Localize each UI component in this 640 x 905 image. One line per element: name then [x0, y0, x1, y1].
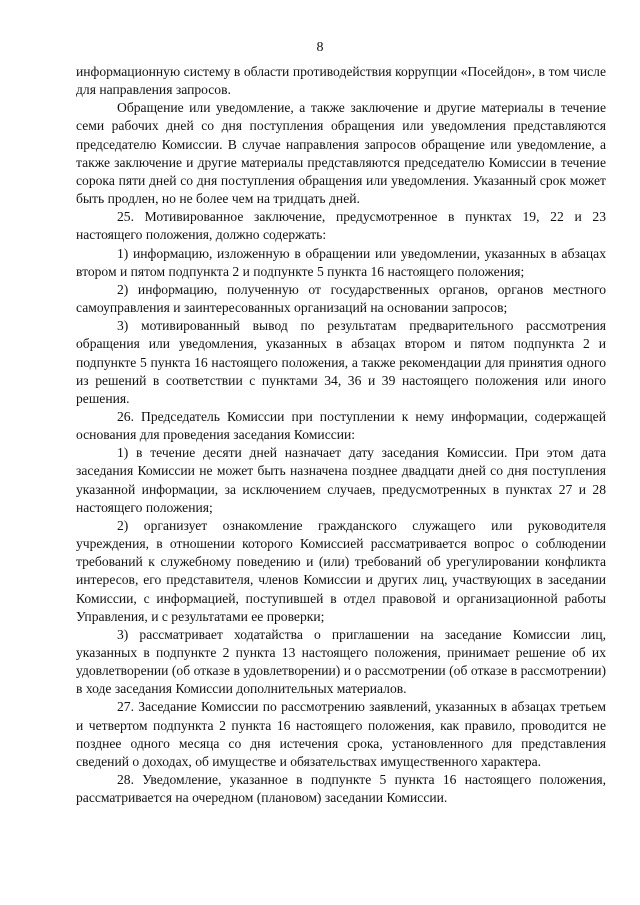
paragraph-26: 26. Председатель Комиссии при поступлении к нему информации, содержащей основания для проведения заседания Комиссии: [76, 408, 606, 443]
paragraph-materials-submission: Обращение или уведомление, а также заключение и другие материалы в течение семи рабочих дней со дня поступления обращения или уведомления представляются председателю Комиссии. В случае направления запросов обращение или уведомление, а также заключение и другие материалы представляются председателю Комиссии в течение сорока пяти дней со дня поступления обращения или уведомления. Указанный срок может быть продлен, но не более чем на тридцать дней. [76, 100, 606, 207]
document-body [76, 63, 606, 807]
paragraph-26-item-1: 1) в течение десяти дней назначает дату заседания Комиссии. При этом дата заседания Комиссии не может быть назначена позднее двадцати дней со дня поступления указанной информации, за исключением случаев, предусмотренных в пунктах 27 и 28 настоящего положения; [76, 445, 606, 515]
paragraph-continuation: информационную систему в области противодействия коррупции «Посейдон», в том числе для направления запросов. [76, 64, 606, 98]
paragraph-25-item-2: 2) информацию, полученную от государственных органов, органов местного самоуправления и заинтересованных организаций на основании запросов; [76, 281, 606, 316]
paragraph-26-item-2: 2) организует ознакомление гражданского служащего или руководителя учреждения, в отношении которого Комиссией рассматривается вопрос о соблюдении требований к служебному поведению и (или) требований об урегулировании конфликта интересов, его представителя, членов Комиссии и других лиц, участвующих в заседании Комиссии, с информацией, поступившей в отдел правовой и организационной работы Управления, и с результатами ее проверки; [76, 517, 606, 624]
paragraph-25: 25. Мотивированное заключение, предусмотренное в пунктах 19, 22 и 23 настоящего положения, должно содержать: [76, 209, 606, 243]
paragraph-27: 27. Заседание Комиссии по рассмотрению заявлений, указанных в абзацах третьем и четвертом подпункта 2 пункта 16 настоящего положения, как правило, проводится не позднее одного месяца со дня истечения срока, установленного для представления сведений о доходах, об имуществе и обязательствах имущественного характера. [76, 699, 606, 769]
page-number: 8 [316, 40, 324, 55]
paragraph-28: 28. Уведомление, указанное в подпункте 5 пункта 16 настоящего положения, рассматривается на очередном (плановом) заседании Комиссии. [76, 772, 606, 806]
paragraph-26-item-3: 3) рассматривает ходатайства о приглашении на заседание Комиссии лиц, указанных в подпункте 2 пункта 13 настоящего положения, принимает решение об их удовлетворении (об отказе в удовлетворении) и о рассмотрении (об отказе в рассмотрении) в ходе заседания Комиссии дополнительных материалов. [76, 626, 606, 697]
paragraph-25-item-3: 3) мотивированный вывод по результатам предварительного рассмотрения обращения или уведомления, указанных в абзацах втором и пятом подпункта 2 и подпункте 5 пункта 16 настоящего положения, а также рекомендации для принятия одного из решений в соответствии с пунктами 34, 36 и 39 настоящего положения или иного решения. [76, 318, 606, 406]
paragraph-25-item-1: 1) информацию, изложенную в обращении или уведомлении, указанных в абзацах втором и пятом подпункта 2 и подпункте 5 пункта 16 настоящего положения; [76, 245, 606, 279]
